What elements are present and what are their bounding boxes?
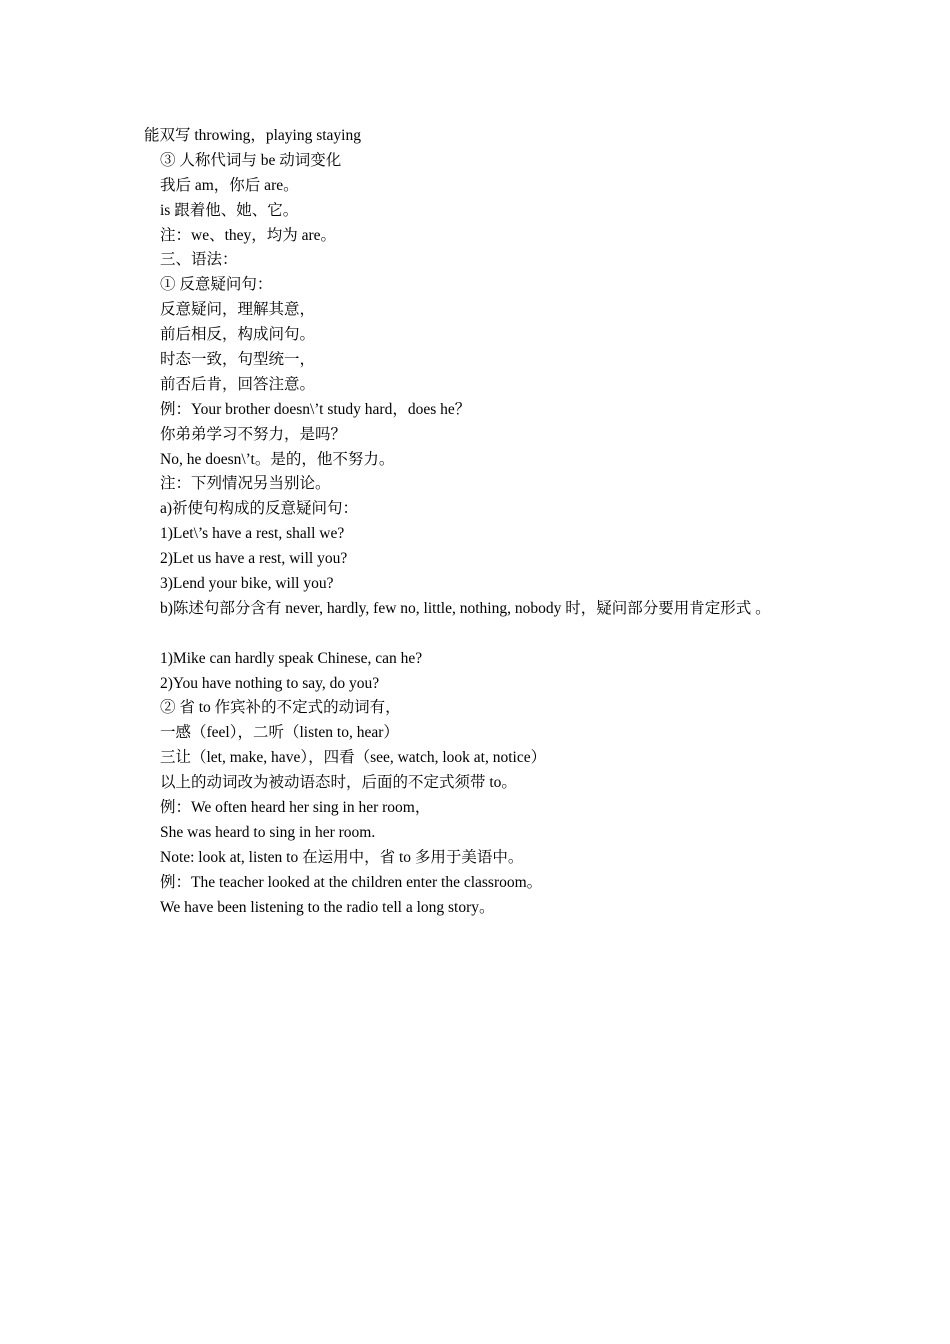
rhyme-line-1: 反意疑问，理解其意， — [160, 301, 316, 319]
rhyme-line-3: 时态一致，句型统一， — [160, 351, 316, 369]
rule-a: a)祈使句构成的反意疑问句： — [160, 500, 359, 518]
rule-b: b)陈述句部分含有 never, hardly, few no, little, nothing, nobody 时，疑问部分要用肯定形式 。 — [160, 599, 771, 617]
translation-line-1: 你弟弟学习不努力，是吗？ — [160, 425, 347, 443]
subsection-heading-bare-infinitive: ② 省 to 作宾补的不定式的动词有， — [160, 699, 401, 717]
text-line-1: 能双写 throwing，playing staying — [144, 127, 361, 144]
section-heading-pronoun-be: ③ 人称代词与 be 动词变化 — [160, 151, 342, 169]
rhyme-line-4: 前否后肯，回答注意。 — [160, 375, 316, 393]
rhyme-line-2: 前后相反，构成问句。 — [160, 326, 316, 344]
note-line-2: 注：下列情况另当别论。 — [160, 475, 331, 493]
section-heading-grammar: 三、语法： — [160, 251, 238, 269]
rule-a-example-2: 2)Let us have a rest, will you? — [160, 550, 348, 568]
text-line-3: 我后 am，你后 are。 — [160, 176, 299, 194]
document-body — [144, 124, 834, 921]
verb-list-line-2: 三让（let, make, have），四看（see, watch, look at, notice） — [160, 749, 547, 767]
passive-rule-line: 以上的动词改为被动语态时，后面的不定式须带 to。 — [160, 774, 517, 792]
note-line-1: 注：we、they，均为 are。 — [160, 226, 337, 244]
example-line-5: We have been listening to the radio tell a long story。 — [160, 898, 495, 916]
rule-b-example-2: 2)You have nothing to say, do you? — [160, 674, 380, 692]
rule-a-example-3: 3)Lend your bike, will you? — [160, 575, 334, 593]
answer-line-1: No, he doesn\’t。是的，他不努力。 — [160, 450, 395, 468]
rule-b-example-1: 1)Mike can hardly speak Chinese, can he? — [160, 649, 423, 667]
blank-line — [144, 622, 834, 647]
verb-list-line-1: 一感（feel），二听（listen to, hear） — [160, 724, 399, 742]
example-line-2: 例：We often heard her sing in her room， — [160, 799, 431, 817]
rule-a-example-1: 1)Let\’s have a rest, shall we? — [160, 525, 345, 543]
subsection-heading-tag-questions: ① 反意疑问句： — [160, 276, 273, 294]
example-line-4: 例：The teacher looked at the children enter the classroom。 — [160, 873, 543, 891]
text-line-4: is 跟着他、她、它。 — [160, 201, 299, 219]
note-line-3: Note: look at, listen to 在运用中，省 to 多用于美语中。 — [160, 848, 524, 866]
example-line-3: She was heard to sing in her room. — [160, 823, 376, 841]
example-line-1: 例：Your brother doesn\’t study hard，does he？ — [160, 400, 471, 418]
